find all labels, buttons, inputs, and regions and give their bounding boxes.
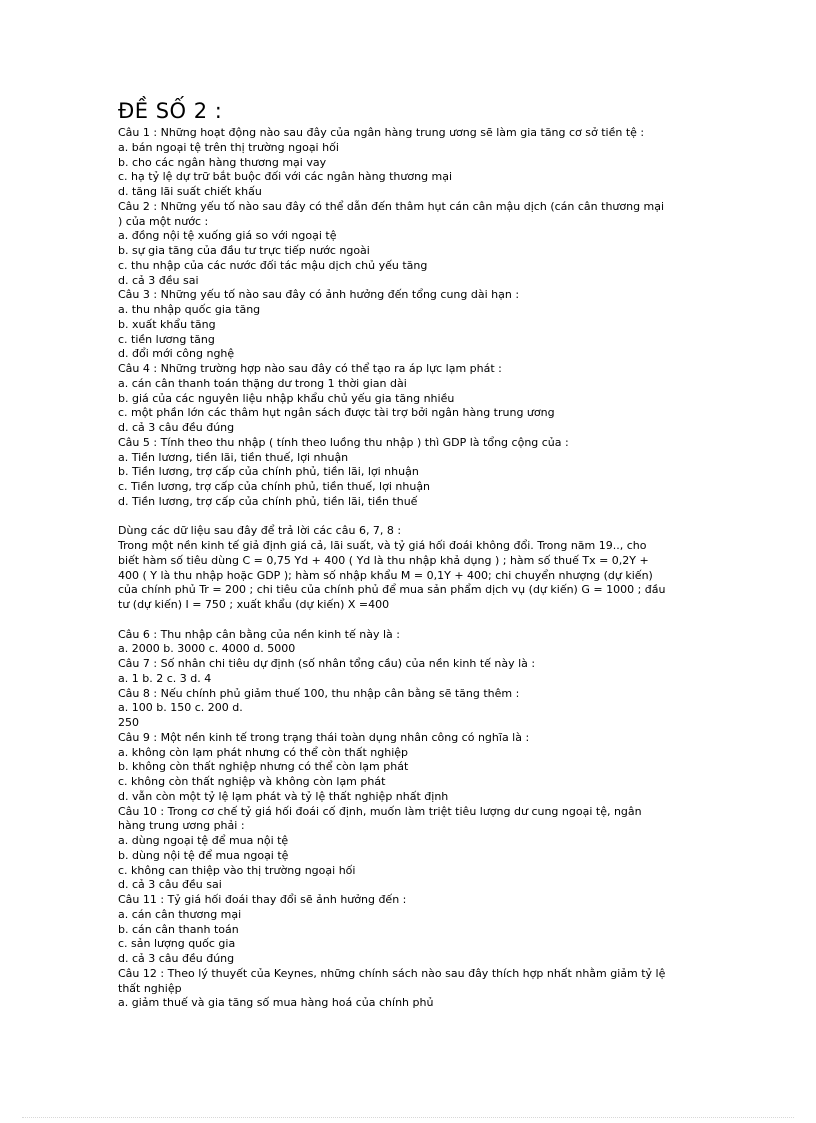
text-line: 400 ( Y là thu nhập hoặc GDP ); hàm số nhập khẩu M = 0,1Y + 400; chi chuyển nhượng (dự kiến) xyxy=(118,568,653,582)
text-line: d. đổi mới công nghệ xyxy=(118,347,235,361)
text-line: Câu 3 : Những yếu tố nào sau đây có ảnh hưởng đến tổng cung dài hạn : xyxy=(118,288,520,302)
text-line: thất nghiệp xyxy=(118,981,182,995)
text-line: c. thu nhập của các nước đối tác mậu dịch chủ yếu tăng xyxy=(118,258,428,272)
text-line: Câu 4 : Những trường hợp nào sau đây có thể tạo ra áp lực lạm phát : xyxy=(118,362,502,375)
text-line: Câu 8 : Nếu chính phủ giảm thuế 100, thu nhập cân bằng sẽ tăng thêm : xyxy=(118,686,520,700)
text-line: Dùng các dữ liệu sau đây để trả lời các câu 6, 7, 8 : xyxy=(118,524,402,538)
text-line: Câu 12 : Theo lý thuyết của Keynes, những chính sách nào sau đây thích hợp nhất nhằm giảm tỷ lệ xyxy=(118,966,666,980)
text-line: c. không còn thất nghiệp và không còn lạm phát xyxy=(118,775,386,788)
text-line: a. thu nhập quốc gia tăng xyxy=(118,303,261,316)
text-line: b. dùng nội tệ để mua ngoại tệ xyxy=(118,848,289,862)
text-line: d. cả 3 câu đều đúng xyxy=(118,421,235,434)
text-line: 250 xyxy=(118,716,139,729)
text-line: của chính phủ Tr = 200 ; chi tiêu của chính phủ để mua sản phẩm dịch vụ (dự kiến) G = 1000 ; đầu xyxy=(118,583,666,597)
text-line: tư (dự kiến) I = 750 ; xuất khẩu (dự kiến) X =400 xyxy=(118,598,390,611)
text-line: b. cán cân thanh toán xyxy=(118,922,239,936)
text-line: Câu 10 : Trong cơ chế tỷ giá hối đoái cố định, muốn làm triệt tiêu lượng dư cung ngoại tệ, ngân xyxy=(118,804,642,818)
text-line: biết hàm số tiêu dùng C = 0,75 Yd + 400 ( Yd là thu nhập khả dụng ) ; hàm số thuế Tx = 0,2Y + xyxy=(118,553,649,567)
text-line: d. vẫn còn một tỷ lệ lạm phát và tỷ lệ thất nghiệp nhất định xyxy=(118,789,449,803)
text-line: b. không còn thất nghiệp nhưng có thể còn lạm phát xyxy=(118,760,409,774)
text-line: a. dùng ngoại tệ để mua nội tệ xyxy=(118,834,289,847)
text-line: a. cán cân thương mại xyxy=(118,907,242,921)
text-line: a. giảm thuế và gia tăng số mua hàng hoá của chính phủ xyxy=(118,996,434,1010)
text-line: a. không còn lạm phát nhưng có thể còn thất nghiệp xyxy=(118,745,409,759)
text-line: d. cả 3 câu đều sai xyxy=(118,878,222,892)
text-line: c. Tiền lương, trợ cấp của chính phủ, tiền thuế, lợi nhuận xyxy=(118,480,431,493)
page-bottom-divider xyxy=(22,1117,794,1118)
blank-line xyxy=(118,510,708,525)
text-line: d. tăng lãi suất chiết khấu xyxy=(118,185,262,198)
text-line: Câu 5 : Tính theo thu nhập ( tính theo luồng thu nhập ) thì GDP là tổng cộng của : xyxy=(118,435,569,449)
text-line: c. tiền lương tăng xyxy=(118,332,215,346)
text-line: a. 2000 b. 3000 c. 4000 d. 5000 xyxy=(118,642,296,656)
text-line: b. giá của các nguyên liệu nhập khẩu chủ yếu gia tăng nhiều xyxy=(118,391,455,405)
text-line: Câu 11 : Tỷ giá hối đoái thay đổi sẽ ảnh hưởng đến : xyxy=(118,893,407,906)
text-line: Câu 6 : Thu nhập cân bằng của nền kinh tế này là : xyxy=(118,627,400,641)
text-line: ) của một nước : xyxy=(118,214,209,228)
text-line: d. cả 3 đều sai xyxy=(118,273,199,287)
text-line: a. bán ngoại tệ trên thị trường ngoại hối xyxy=(118,140,339,154)
text-line: d. Tiền lương, trợ cấp của chính phủ, tiền lãi, tiền thuế xyxy=(118,494,418,508)
text-line: c. hạ tỷ lệ dự trữ bắt buộc đối với các ngân hàng thương mại xyxy=(118,170,453,184)
text-line: b. Tiền lương, trợ cấp của chính phủ, tiền lãi, lợi nhuận xyxy=(118,465,419,479)
text-line: c. không can thiệp vào thị trường ngoại hối xyxy=(118,863,356,877)
blank-line xyxy=(118,613,708,628)
text-line: a. 100 b. 150 c. 200 d. xyxy=(118,701,243,715)
text-line: a. đồng nội tệ xuống giá so với ngoại tệ xyxy=(118,229,337,243)
text-line: a. cán cân thanh toán thặng dư trong 1 thời gian dài xyxy=(118,376,407,390)
text-line: Câu 1 : Những hoạt động nào sau đây của ngân hàng trung ương sẽ làm gia tăng cơ sở tiền tệ : xyxy=(118,126,645,139)
text-line: b. sự gia tăng của đầu tư trực tiếp nước ngoài xyxy=(118,244,370,257)
text-line: c. một phần lớn các thâm hụt ngân sách được tài trợ bởi ngân hàng trung ương xyxy=(118,406,555,420)
text-line: a. Tiền lương, tiền lãi, tiền thuế, lợi nhuận xyxy=(118,450,349,464)
text-line: c. sản lượng quốc gia xyxy=(118,937,236,951)
text-line: b. xuất khẩu tăng xyxy=(118,317,216,331)
text-line: Câu 7 : Số nhân chi tiêu dự định (số nhân tổng cầu) của nền kinh tế này là : xyxy=(118,657,536,670)
text-line: hàng trung ương phải : xyxy=(118,819,245,833)
text-line: b. cho các ngân hàng thương mại vay xyxy=(118,155,327,169)
text-line: a. 1 b. 2 c. 3 d. 4 xyxy=(118,671,212,685)
text-line: Câu 2 : Những yếu tố nào sau đây có thể dẫn đến thâm hụt cán cân mậu dịch (cán cân thương mại xyxy=(118,199,665,213)
exam-body xyxy=(118,126,708,1011)
text-line: d. cả 3 câu đều đúng xyxy=(118,952,235,965)
text-line: Câu 9 : Một nền kinh tế trong trạng thái toàn dụng nhân công có nghĩa là : xyxy=(118,730,530,744)
text-line: Trong một nền kinh tế giả định giá cả, lãi suất, và tỷ giá hối đoái không đổi. Trong năm 19.., cho xyxy=(118,539,647,552)
exam-title: ĐỀ SỐ 2 : xyxy=(118,99,223,123)
